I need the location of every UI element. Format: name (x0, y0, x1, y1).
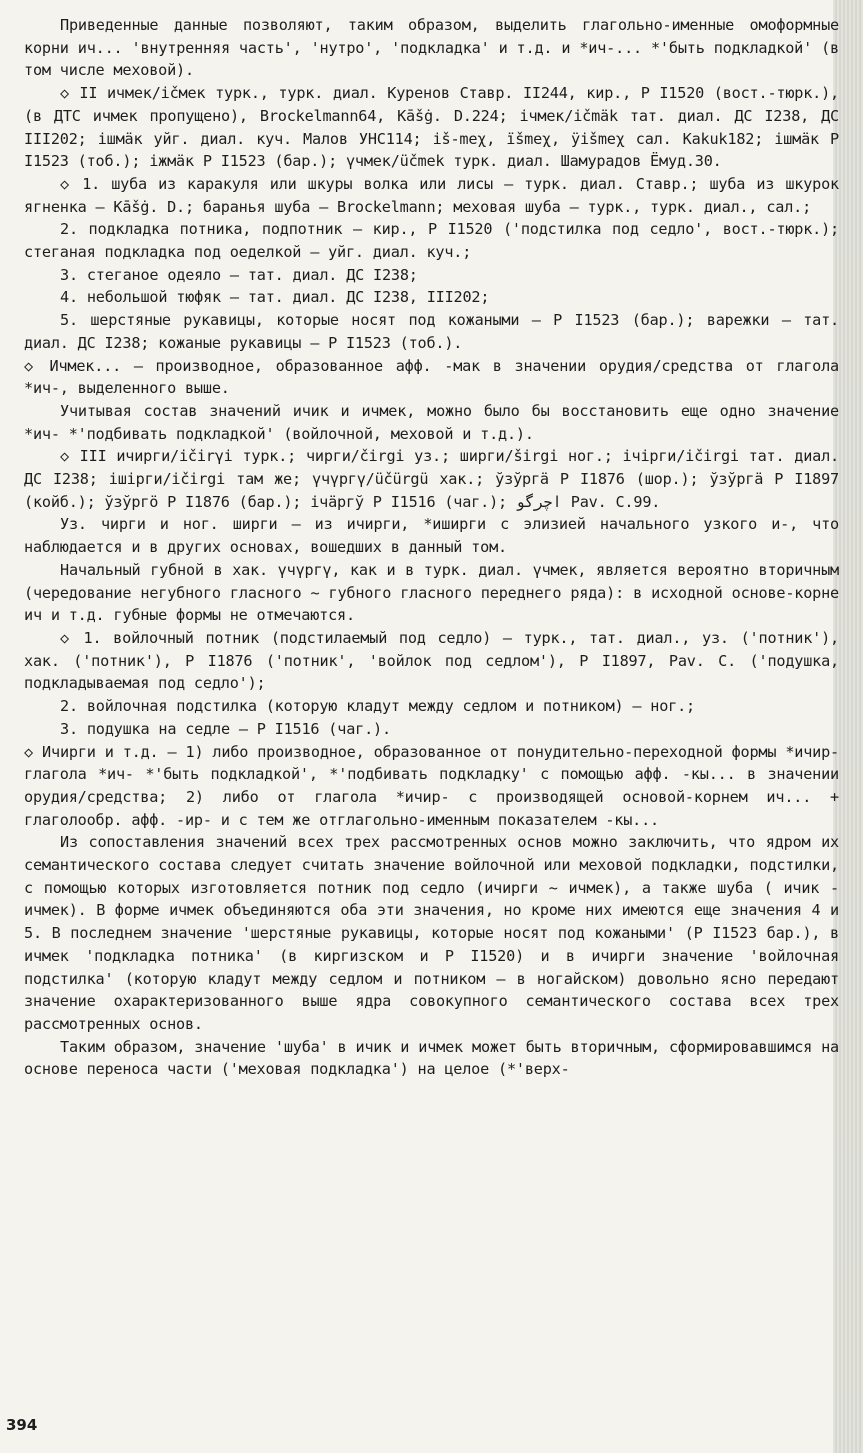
paragraph: ◇ Ичирги и т.д. – 1) либо производное, образованное от понудительно-переходной формы *ичир- глагола *ич- *'быть подкладкой', *'подбивать подкладку' с помощью афф. -кы... в значении орудия/средства; 2) либо от глагола *ичир- с производящей основой-корнем ич... + глаголообр. афф. -ир- и с тем же отглагольно-именным показателем -кы... (24, 742, 839, 829)
paragraph: ◇ II ичмек/ičмек турк., турк. диал. Куренов Ставр. II244, кир., Р I1520 (вост.-тюрк.), (в ДТС ичмек пропущено), Brockelmann64, Kāšġ. D.224; ічмек/ičmäk тат. диал. ДС I238, ДС III202; ішмäк уйг. диал. куч. Малов УНС114; іš-meχ, ïšmeχ, ÿišmeχ сал. Kakuk182; ішмäк Р I1523 (тоб.); іжмäк Р I1523 (бар.); үчмек/üčmek турк. диал. Шамурадов Ёмуд.30. (24, 84, 839, 171)
paragraph: ◇ 1. войлочный потник (подстилаемый под седло) – турк., тат. диал., уз. ('потник'), хак. ('потник'), Р I1876 ('потник', 'войлок под седлом'), Р I1897, Pav. C. ('подушка, подкладываемая под седло'); (24, 628, 839, 693)
paragraph: 2. подкладка потника, подпотник – кир., Р I1520 ('подстилка под седло', вост.-тюрк.); стеганая подкладка под оеделкой – уйг. диал. куч.; (24, 220, 839, 262)
paragraph: Таким образом, значение 'шуба' в ичик и ичмек может быть вторичным, сформировавшимся на основе переноса части ('меховая подкладка') на целое (*'верх- (24, 1037, 839, 1079)
paragraph: 2. войлочная подстилка (которую кладут между седлом и потником) – ног.; (60, 697, 695, 716)
paragraph: Учитывая состав значений ичик и ичмек, можно было бы восстановить еще одно значение *ич- *'подбивать подкладкой' (войлочной, меховой и т.д.). (24, 401, 839, 443)
paragraph: 4. небольшой тюфяк – тат. диал. ДС I238, III202; (60, 288, 490, 307)
paragraph: 3. подушка на седле – Р I1516 (чаг.). (60, 719, 391, 738)
paragraph: ◇ 1. шуба из каракуля или шкуры волка или лисы – турк. диал. Ставр.; шуба из шкурок ягненка – Kāšġ. D.; баранья шуба – Brockelmann; меховая шуба – турк., турк. диал., сал.; (24, 174, 839, 216)
body-text (24, 14, 839, 1081)
page-number: 394 (6, 1416, 38, 1434)
paragraph: Начальный губной в хак. үчүргү, как и в турк. диал. үчмек, является вероятно вторичным (чередование негубного гласного ~ губного гласного переднего ряда): в исходной основе-корне ич и т.д. губные формы не отмечаются. (24, 560, 839, 625)
paragraph: Из сопоставления значений всех трех рассмотренных основ можно заключить, что ядром их семантического состава следует считать значение войлочной или меховой подкладки, подстилки, с помощью которых изготовляется потник под седло (ичирги ~ ичмек), а также шуба ( ичик - ичмек). В форме ичмек объединяются оба эти значения, но кроме них имеются еще значения 4 и 5. В последнем значение 'шерстяные рукавицы, которые носят под кожаными' (Р I1523 бар.), в ичмек 'подкладка потника' (в киргизском и Р I1520) и в ичирги значение 'войлочная подстилка' (которую кладут между седлом и потником – в ногайском) довольно ясно передают значение охарактеризованного выше ядра совокупного семантического состава всех трех рассмотренных основ. (24, 833, 839, 1033)
paragraph: 5. шерстяные рукавицы, которые носят под кожаными – Р I1523 (бар.); варежки – тат. диал. ДС I238; кожаные рукавицы – Р I1523 (тоб.). (24, 311, 839, 352)
paragraph: Приведенные данные позволяют, таким образом, выделить глагольно-именные омоформные корни ич... 'внутренняя часть', 'нутро', 'подкладка' и т.д. и *ич-... *'быть подкладкой' (в том числе меховой). (24, 16, 839, 80)
paragraph: ◇ Ичмек... – производное, образованное афф. -мак в значении орудия/средства от глагола *ич-, выделенного выше. (24, 356, 839, 398)
paragraph: ◇ III ичирги/ičirγi турк.; чирги/čirgi уз.; ширги/širgi ног.; ічірги/ičirgi тат. диал. ДС I238; ішірги/ičirgi там же; үчүргү/üčürgü хак.; ўзўргä Р I1876 (шор.); ўзўргä Р I1897 (койб.); ўзўргö Р I1876 (бар.); ічäргў Р I1516 (чаг.); اچرگو Pav. C.99. (24, 447, 839, 511)
paragraph: 3. стеганое одеяло – тат. диал. ДС I238; (60, 265, 418, 284)
paragraph: Уз. чирги и ног. ширги – из ичирги, *иширги с элизией начального узкого и-, что наблюдается и в других основах, вошедших в данный том. (24, 515, 839, 557)
